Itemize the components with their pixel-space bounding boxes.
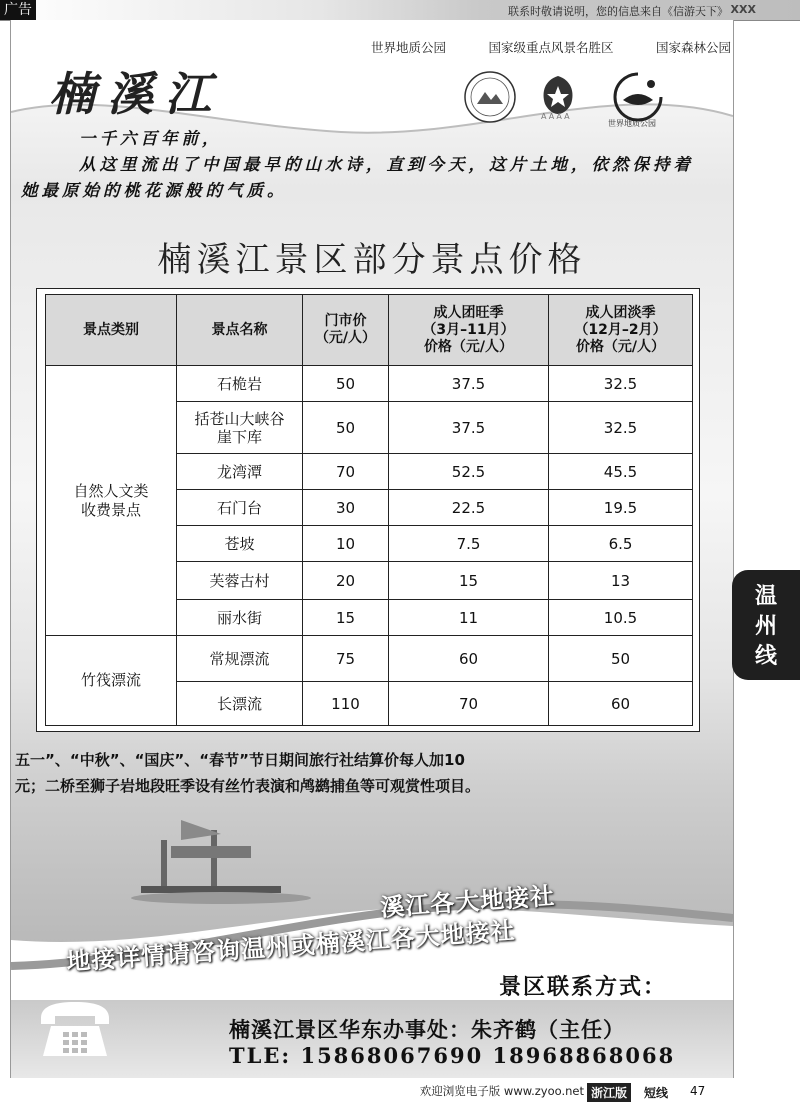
gate-price: 75 — [303, 636, 389, 682]
gate-price: 50 — [303, 366, 389, 402]
designation-list — [371, 38, 731, 56]
note-line-1: 五一”、“中秋”、“国庆”、“春节”节日期间旅行社结算价每人加10 — [15, 751, 465, 769]
region-side-tab — [732, 570, 800, 680]
gate-price: 50 — [303, 402, 389, 454]
table-row — [46, 366, 693, 402]
category-cell: 自然人文类 收费景点 — [46, 366, 177, 636]
page-number: 47 — [690, 1084, 706, 1098]
offpeak-price: 6.5 — [549, 526, 693, 562]
offpeak-price: 13 — [549, 562, 693, 600]
peak-price: 37.5 — [389, 366, 549, 402]
page-footer — [0, 1080, 800, 1100]
header-gate-price: 门市价 （元/人） — [303, 295, 389, 366]
side-tab-char-2: 州 — [754, 614, 777, 639]
holiday-note — [15, 747, 715, 799]
scenic-area-seal-icon — [463, 70, 517, 124]
designation-scenic-area: 国家级重点风景名胜区 — [488, 40, 614, 55]
peak-price: 60 — [389, 636, 549, 682]
footer-website: 欢迎浏览电子版 www.zyoo.net — [419, 1084, 584, 1098]
price-table-box — [36, 288, 700, 732]
header-offpeak-price: 成人团淡季 （12月–2月） 价格（元/人） — [549, 295, 693, 366]
offpeak-price: 32.5 — [549, 366, 693, 402]
poem-line-1: 一千六百年前， — [79, 129, 223, 148]
telephone-icon — [35, 998, 115, 1060]
peak-price: 70 — [389, 682, 549, 726]
peak-price: 7.5 — [389, 526, 549, 562]
gate-price: 30 — [303, 490, 389, 526]
banner-headline-top: 溪江各大地接社 — [379, 880, 556, 922]
office-contact: 楠溪江景区华东办事处：朱齐鹤（主任） — [229, 1017, 625, 1042]
price-table-title: 楠溪江景区部分景点价格 — [157, 240, 587, 280]
peak-price: 11 — [389, 600, 549, 636]
table-header-row — [46, 295, 693, 366]
peak-price: 15 — [389, 562, 549, 600]
spot-name: 括苍山大峡谷 崖下库 — [177, 402, 303, 454]
offpeak-price: 45.5 — [549, 454, 693, 490]
intro-poem — [21, 126, 721, 204]
header-peak-price: 成人团旺季 （3月–11月） 价格（元/人） — [389, 295, 549, 366]
source-notice: 联系时敬请说明，您的信息来自《信游天下》 — [508, 5, 728, 18]
poem-line-3: 她最原始的桃花源般的气质。 — [21, 181, 288, 200]
peak-price: 22.5 — [389, 490, 549, 526]
aaaa-rating: AAAA — [541, 112, 572, 121]
price-table — [45, 294, 693, 726]
spot-name: 长漂流 — [177, 682, 303, 726]
spot-name: 苍坡 — [177, 526, 303, 562]
unesco-geopark-icon — [611, 70, 665, 124]
designation-geopark: 世界地质公园 — [371, 40, 447, 55]
footer-section: 短线 — [644, 1086, 669, 1100]
offpeak-price: 10.5 — [549, 600, 693, 636]
offpeak-price: 60 — [549, 682, 693, 726]
spot-name: 常规漂流 — [177, 636, 303, 682]
spot-name: 芙蓉古村 — [177, 562, 303, 600]
footer-edition: 浙江版 — [587, 1083, 631, 1102]
spot-name: 石桅岩 — [177, 366, 303, 402]
gate-price: 15 — [303, 600, 389, 636]
gate-price: 10 — [303, 526, 389, 562]
offpeak-price: 19.5 — [549, 490, 693, 526]
offpeak-price: 32.5 — [549, 402, 693, 454]
spot-name: 丽水街 — [177, 600, 303, 636]
note-line-2: 元；二桥至狮子岩地段旺季设有丝竹表演和鸬鹚捕鱼等可观赏性项目。 — [15, 777, 481, 795]
category-cell: 竹筏漂流 — [46, 636, 177, 726]
ad-label: 广告 — [0, 0, 36, 20]
spot-name: 龙湾潭 — [177, 454, 303, 490]
gate-price: 110 — [303, 682, 389, 726]
designation-forest-park: 国家森林公园 — [655, 40, 731, 55]
advert-panel — [10, 20, 734, 1078]
poem-line-2: 从这里流出了中国最早的山水诗，直到今天，这片土地，依然保持着 — [79, 155, 694, 174]
side-tab-char-3: 线 — [754, 644, 777, 669]
brand-title: 楠溪江 — [49, 67, 223, 121]
gate-price: 70 — [303, 454, 389, 490]
banner-headline: 地接详情请咨询温州或楠溪江各大地接社 — [65, 915, 517, 976]
publisher-logo: XXX — [730, 3, 756, 16]
geopark-label: 世界地质公园 — [608, 119, 656, 128]
side-tab-char-1: 温 — [754, 584, 777, 609]
contact-title: 景区联系方式： — [499, 974, 668, 1000]
offpeak-price: 50 — [549, 636, 693, 682]
header-category: 景点类别 — [46, 295, 177, 366]
top-ad-bar — [0, 0, 800, 21]
table-row — [46, 636, 693, 682]
peak-price: 37.5 — [389, 402, 549, 454]
gate-price: 20 — [303, 562, 389, 600]
peak-price: 52.5 — [389, 454, 549, 490]
spot-name: 石门台 — [177, 490, 303, 526]
telephone-numbers: TLE: 15868067690 18968868068 — [229, 1043, 676, 1068]
header-name: 景点名称 — [177, 295, 303, 366]
